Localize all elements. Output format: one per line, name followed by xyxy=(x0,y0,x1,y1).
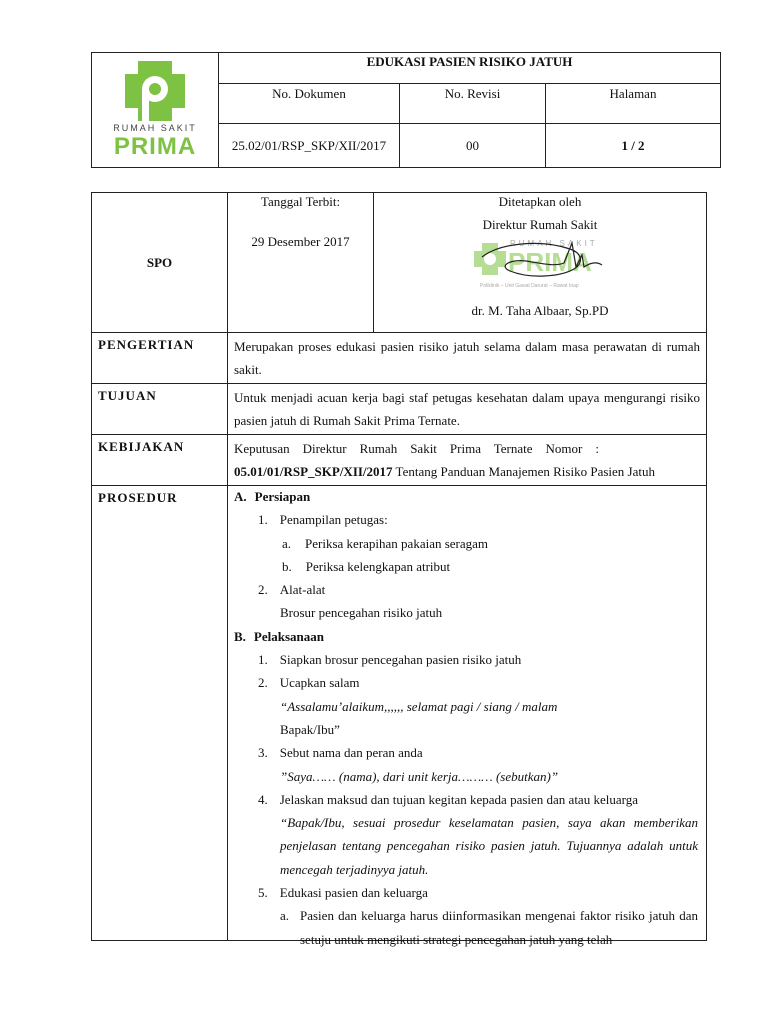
item-b2-quote-1: “Assalamu’alaikum,,,,,, selamat pagi / siang / malam xyxy=(280,698,558,714)
set-by-label: Ditetapkan oleh xyxy=(498,194,582,209)
kebijakan-number: 05.01/01/RSP_SKP/XII/2017 xyxy=(234,464,393,479)
item-b3-quote: ”Saya…… (nama), dari unit kerja……… (sebutkan)” xyxy=(280,768,559,784)
tujuan-label: TUJUAN xyxy=(92,384,228,435)
approval-cell xyxy=(374,193,707,333)
document-title: EDUKASI PASIEN RISIKO JATUH xyxy=(219,53,721,84)
stamp-top-text: RUMAH SAKIT xyxy=(510,239,598,248)
item-a2: Alat-alat xyxy=(279,582,326,598)
stamp-signature xyxy=(374,233,706,301)
prosedur-body xyxy=(234,485,698,951)
kebijakan-rest: Tentang Panduan Manajemen Risiko Pasien Jatuh xyxy=(392,464,655,479)
item-a1b: Periksa kelengkapan atribut xyxy=(305,558,451,574)
logo-cell xyxy=(92,53,219,168)
item-b5a-letter: a. xyxy=(280,908,290,924)
kebijakan-label: KEBIJAKAN xyxy=(92,435,228,486)
pengertian-text: Merupakan proses edukasi pasien risiko jatuh selama dalam masa perawatan di rumah sakit. xyxy=(228,333,707,384)
item-b3-number: 3. xyxy=(258,745,268,761)
hospital-logo xyxy=(92,53,218,165)
tujuan-text: Untuk menjadi acuan kerja bagi staf petugas kesehatan dalam upaya mengurangi risiko pasien jatuh di Rumah Sakit Prima Ternate. xyxy=(228,384,707,435)
signature-icon xyxy=(480,233,620,289)
document-header xyxy=(91,52,721,168)
item-a2-number: 2. xyxy=(258,582,268,598)
revision-value: 00 xyxy=(400,124,546,168)
item-b2-number: 2. xyxy=(258,675,268,691)
logo-top-text: RUMAH SAKIT xyxy=(113,123,197,133)
item-a1-number: 1. xyxy=(258,512,268,528)
prosedur-label: PROSEDUR xyxy=(92,486,228,941)
item-a1a: Periksa kerapihan pakaian seragam xyxy=(305,535,489,551)
kebijakan-cell xyxy=(228,435,707,486)
item-b2: Ucapkan salam xyxy=(279,675,360,691)
item-b3: Sebut nama dan peran anda xyxy=(279,745,423,761)
stamp-bottom-text: PRIMA xyxy=(508,247,592,277)
item-b1-number: 1. xyxy=(258,652,268,668)
page-value: 1 / 2 xyxy=(546,124,721,168)
director-name: dr. M. Taha Albaar, Sp.PD xyxy=(471,303,609,318)
doc-number-label: No. Dokumen xyxy=(219,84,400,124)
spo-label: SPO xyxy=(92,193,228,333)
issue-date-cell xyxy=(228,193,374,333)
doc-number-value: 25.02/01/RSP_SKP/XII/2017 xyxy=(219,124,400,168)
section-a-letter: A. xyxy=(234,489,247,504)
section-b-heading: Pelaksanaan xyxy=(253,628,324,644)
section-b-letter: B. xyxy=(234,628,246,644)
issue-date-label: Tanggal Terbit: xyxy=(260,194,341,209)
item-b4-quote: “Bapak/Ibu, sesuai prosedur keselamatan pasien, saya akan memberikan penjelasan tentang pencegahan risiko pasien jatuh. Tujuannya adalah untuk mencegah terjadinyya jatuh. xyxy=(280,815,698,877)
logo-bottom-text: PRIMA xyxy=(113,133,197,160)
revision-label: No. Revisi xyxy=(400,84,546,124)
stamp-small-text: Poliklinik – Unit Gawat Darurat – Rawat Inap xyxy=(480,283,579,289)
prosedur-content xyxy=(228,486,707,947)
item-b4: Jelaskan maksud dan tujuan kegitan kepada pasien dan atau keluarga xyxy=(279,791,638,807)
item-b2-quote-2: Bapak/Ibu” xyxy=(280,721,340,737)
section-a-heading: Persiapan xyxy=(254,489,311,504)
pengertian-label: PENGERTIAN xyxy=(92,333,228,384)
page-label: Halaman xyxy=(546,84,721,124)
item-b4-number: 4. xyxy=(258,791,268,807)
item-b1: Siapkan brosur pencegahan pasien risiko jatuh xyxy=(279,652,522,668)
item-a1: Penampilan petugas: xyxy=(279,512,388,528)
item-b5-number: 5. xyxy=(258,885,268,901)
issue-date-value: 29 Desember 2017 xyxy=(251,234,350,249)
item-a2-sub: Brosur pencegahan risiko jatuh xyxy=(280,605,443,621)
item-b5a: Pasien dan keluarga harus diinformasikan mengenai faktor risiko jatuh dan setuju untuk mengikuti strategi pencegahan jatuh yang telah xyxy=(300,908,698,947)
item-a1b-letter: b. xyxy=(282,558,292,574)
procedure-table xyxy=(91,192,707,947)
item-a1a-letter: a. xyxy=(282,535,292,551)
director-title: Direktur Rumah Sakit xyxy=(482,217,598,232)
kebijakan-line1: Keputusan Direktur Rumah Sakit Prima Ternate Nomor : xyxy=(234,441,599,456)
item-b5: Edukasi pasien dan keluarga xyxy=(279,885,428,901)
